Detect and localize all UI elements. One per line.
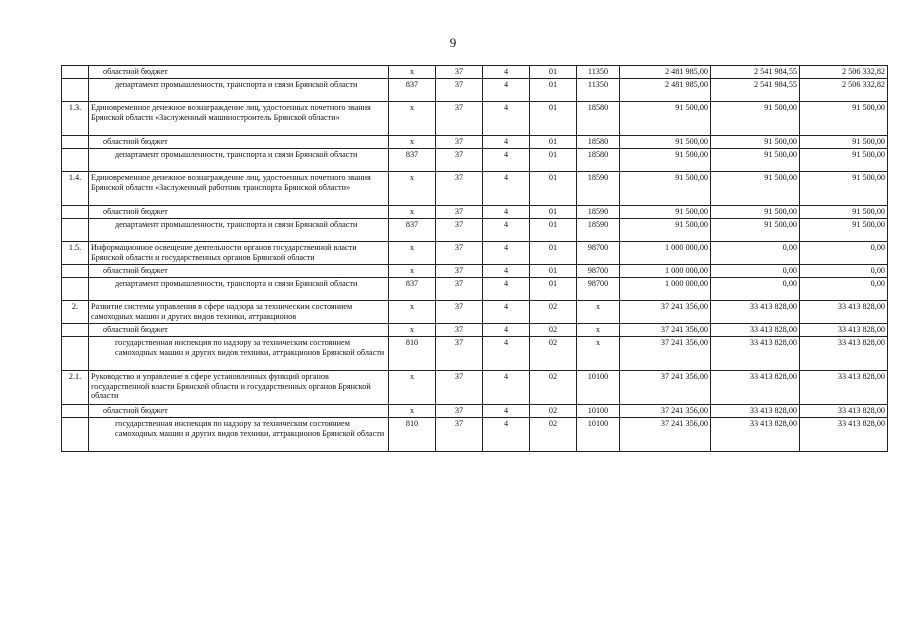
program-code-cell: 37 [436, 301, 483, 324]
value-year-3-cell: 2 506 332,82 [800, 66, 888, 79]
table-row [62, 66, 888, 79]
row-name-cell: государственная инспекция по надзору за техническим состоянием самоходных машин и других видов техники, аттракционов Брянской области [89, 337, 389, 371]
program-code-cell: 37 [436, 405, 483, 418]
gr-code-cell: 837 [389, 79, 436, 102]
main-event-code-cell: 01 [530, 278, 577, 301]
value-year-2-cell: 91 500,00 [711, 102, 800, 136]
row-number-cell [62, 66, 89, 79]
value-year-2-cell: 33 413 828,00 [711, 371, 800, 405]
main-event-code-cell: 02 [530, 418, 577, 452]
row-name-cell: департамент промышленности, транспорта и связи Брянской области [89, 149, 389, 172]
main-event-code-cell: 02 [530, 337, 577, 371]
value-year-1-cell: 91 500,00 [620, 219, 711, 242]
subprogram-code-cell: 4 [483, 172, 530, 206]
value-year-2-cell: 91 500,00 [711, 206, 800, 219]
value-year-3-cell: 0,00 [800, 265, 888, 278]
value-year-1-cell: 37 241 356,00 [620, 337, 711, 371]
program-code-cell: 37 [436, 265, 483, 278]
subprogram-code-cell: 4 [483, 278, 530, 301]
program-code-cell: 37 [436, 418, 483, 452]
subprogram-code-cell: 4 [483, 324, 530, 337]
program-code-cell: 37 [436, 242, 483, 265]
row-name-cell: Единовременное денежное вознаграждение лиц, удостоенных почетного звания Брянской области «Заслуженный машиностроитель Брянской области» [89, 102, 389, 136]
subprogram-code-cell: 4 [483, 405, 530, 418]
gr-code-cell: 810 [389, 337, 436, 371]
value-year-1-cell: 91 500,00 [620, 172, 711, 206]
subprogram-code-cell: 4 [483, 102, 530, 136]
value-year-3-cell: 91 500,00 [800, 219, 888, 242]
table-row [62, 172, 888, 206]
value-year-3-cell: 0,00 [800, 242, 888, 265]
direction-code-cell: 18580 [577, 149, 620, 172]
gr-code-cell: х [389, 206, 436, 219]
main-event-code-cell: 01 [530, 206, 577, 219]
main-event-code-cell: 01 [530, 149, 577, 172]
table-row [62, 149, 888, 172]
value-year-2-cell: 91 500,00 [711, 219, 800, 242]
page-number: 9 [449, 35, 457, 50]
row-number-cell [62, 265, 89, 278]
row-number-cell [62, 324, 89, 337]
gr-code-cell: х [389, 172, 436, 206]
gr-code-cell: 837 [389, 219, 436, 242]
value-year-2-cell: 91 500,00 [711, 149, 800, 172]
value-year-2-cell: 91 500,00 [711, 172, 800, 206]
direction-code-cell: 18580 [577, 102, 620, 136]
value-year-3-cell: 33 413 828,00 [800, 418, 888, 452]
row-number-cell [62, 206, 89, 219]
value-year-3-cell: 33 413 828,00 [800, 324, 888, 337]
main-event-code-cell: 01 [530, 79, 577, 102]
direction-code-cell: 10100 [577, 371, 620, 405]
subprogram-code-cell: 4 [483, 418, 530, 452]
gr-code-cell: х [389, 66, 436, 79]
subprogram-code-cell: 4 [483, 136, 530, 149]
value-year-1-cell: 91 500,00 [620, 136, 711, 149]
value-year-2-cell: 0,00 [711, 278, 800, 301]
main-event-code-cell: 02 [530, 324, 577, 337]
main-event-code-cell: 02 [530, 371, 577, 405]
subprogram-code-cell: 4 [483, 337, 530, 371]
subprogram-code-cell: 4 [483, 79, 530, 102]
direction-code-cell: 18590 [577, 219, 620, 242]
value-year-3-cell: 91 500,00 [800, 172, 888, 206]
program-code-cell: 37 [436, 337, 483, 371]
table-row [62, 418, 888, 452]
gr-code-cell: х [389, 324, 436, 337]
program-code-cell: 37 [436, 324, 483, 337]
gr-code-cell: х [389, 371, 436, 405]
subprogram-code-cell: 4 [483, 371, 530, 405]
subprogram-code-cell: 4 [483, 206, 530, 219]
table-row [62, 102, 888, 136]
table-body [62, 66, 888, 452]
table-row [62, 371, 888, 405]
row-number-cell [62, 219, 89, 242]
direction-code-cell: 10100 [577, 405, 620, 418]
row-number-cell: 1.4. [62, 172, 89, 206]
row-number-cell: 1.3. [62, 102, 89, 136]
direction-code-cell: х [577, 301, 620, 324]
value-year-2-cell: 91 500,00 [711, 136, 800, 149]
row-number-cell: 2.1. [62, 371, 89, 405]
value-year-2-cell: 33 413 828,00 [711, 301, 800, 324]
value-year-2-cell: 33 413 828,00 [711, 337, 800, 371]
direction-code-cell: 18590 [577, 172, 620, 206]
main-event-code-cell: 01 [530, 172, 577, 206]
program-code-cell: 37 [436, 371, 483, 405]
table-row [62, 301, 888, 324]
row-number-cell [62, 405, 89, 418]
main-event-code-cell: 02 [530, 301, 577, 324]
subprogram-code-cell: 4 [483, 149, 530, 172]
value-year-3-cell: 33 413 828,00 [800, 337, 888, 371]
direction-code-cell: 11350 [577, 79, 620, 102]
direction-code-cell: х [577, 324, 620, 337]
value-year-2-cell: 0,00 [711, 242, 800, 265]
row-name-cell: Информационное освещение деятельности органов государственной власти Брянской области и государственных органов Брянской области [89, 242, 389, 265]
value-year-1-cell: 2 481 985,00 [620, 79, 711, 102]
subprogram-code-cell: 4 [483, 265, 530, 278]
row-name-cell: областной бюджет [89, 324, 389, 337]
row-name-cell: областной бюджет [89, 206, 389, 219]
row-name-cell: Руководство и управление в сфере установленных функций органов государственной власти Брянской области и государственных органов Брянской области [89, 371, 389, 405]
value-year-2-cell: 33 413 828,00 [711, 405, 800, 418]
table-row [62, 405, 888, 418]
table-row [62, 278, 888, 301]
gr-code-cell: 837 [389, 278, 436, 301]
row-number-cell [62, 278, 89, 301]
row-number-cell [62, 149, 89, 172]
table-row [62, 242, 888, 265]
value-year-3-cell: 0,00 [800, 278, 888, 301]
value-year-1-cell: 91 500,00 [620, 206, 711, 219]
main-event-code-cell: 02 [530, 405, 577, 418]
value-year-1-cell: 2 481 985,00 [620, 66, 711, 79]
value-year-2-cell: 33 413 828,00 [711, 324, 800, 337]
table-row [62, 206, 888, 219]
table-row [62, 79, 888, 102]
row-name-cell: департамент промышленности, транспорта и связи Брянской области [89, 79, 389, 102]
value-year-3-cell: 91 500,00 [800, 102, 888, 136]
program-code-cell: 37 [436, 278, 483, 301]
subprogram-code-cell: 4 [483, 219, 530, 242]
program-code-cell: 37 [436, 102, 483, 136]
row-number-cell: 2. [62, 301, 89, 324]
direction-code-cell: 98700 [577, 278, 620, 301]
direction-code-cell: 98700 [577, 265, 620, 278]
row-name-cell: областной бюджет [89, 66, 389, 79]
row-name-cell: областной бюджет [89, 136, 389, 149]
program-code-cell: 37 [436, 66, 483, 79]
table-row [62, 219, 888, 242]
gr-code-cell: х [389, 301, 436, 324]
value-year-3-cell: 33 413 828,00 [800, 301, 888, 324]
main-event-code-cell: 01 [530, 242, 577, 265]
main-event-code-cell: 01 [530, 136, 577, 149]
subprogram-code-cell: 4 [483, 66, 530, 79]
gr-code-cell: х [389, 405, 436, 418]
subprogram-code-cell: 4 [483, 301, 530, 324]
direction-code-cell: 18580 [577, 136, 620, 149]
row-number-cell [62, 79, 89, 102]
value-year-3-cell: 91 500,00 [800, 149, 888, 172]
value-year-3-cell: 91 500,00 [800, 136, 888, 149]
row-name-cell: департамент промышленности, транспорта и связи Брянской области [89, 278, 389, 301]
direction-code-cell: 10100 [577, 418, 620, 452]
program-code-cell: 37 [436, 172, 483, 206]
gr-code-cell: 810 [389, 418, 436, 452]
value-year-1-cell: 37 241 356,00 [620, 405, 711, 418]
main-event-code-cell: 01 [530, 102, 577, 136]
row-number-cell: 1.5. [62, 242, 89, 265]
table-row [62, 324, 888, 337]
program-code-cell: 37 [436, 206, 483, 219]
gr-code-cell: 837 [389, 149, 436, 172]
direction-code-cell: 11350 [577, 66, 620, 79]
direction-code-cell: 18590 [577, 206, 620, 219]
gr-code-cell: х [389, 265, 436, 278]
row-name-cell: областной бюджет [89, 265, 389, 278]
value-year-2-cell: 0,00 [711, 265, 800, 278]
subprogram-code-cell: 4 [483, 242, 530, 265]
value-year-1-cell: 37 241 356,00 [620, 418, 711, 452]
value-year-2-cell: 2 541 984,55 [711, 66, 800, 79]
table-row [62, 265, 888, 278]
value-year-2-cell: 2 541 984,55 [711, 79, 800, 102]
value-year-1-cell: 91 500,00 [620, 102, 711, 136]
table-row [62, 136, 888, 149]
value-year-1-cell: 37 241 356,00 [620, 371, 711, 405]
main-event-code-cell: 01 [530, 66, 577, 79]
row-name-cell: государственная инспекция по надзору за техническим состоянием самоходных машин и других видов техники, аттракционов Брянской области [89, 418, 389, 452]
row-name-cell: департамент промышленности, транспорта и связи Брянской области [89, 219, 389, 242]
value-year-1-cell: 1 000 000,00 [620, 265, 711, 278]
row-number-cell [62, 337, 89, 371]
value-year-3-cell: 91 500,00 [800, 206, 888, 219]
value-year-2-cell: 33 413 828,00 [711, 418, 800, 452]
row-number-cell [62, 136, 89, 149]
value-year-1-cell: 37 241 356,00 [620, 324, 711, 337]
row-name-cell: Развитие системы управления в сфере надзора за техническим состоянием самоходных машин и других видов техники, аттракционов [89, 301, 389, 324]
row-name-cell: Единовременное денежное вознаграждение лиц, удостоенных почетного звания Брянской области «Заслуженный работник транспорта Брянской области» [89, 172, 389, 206]
gr-code-cell: х [389, 136, 436, 149]
value-year-1-cell: 91 500,00 [620, 149, 711, 172]
value-year-1-cell: 1 000 000,00 [620, 278, 711, 301]
main-event-code-cell: 01 [530, 219, 577, 242]
table-row [62, 337, 888, 371]
main-event-code-cell: 01 [530, 265, 577, 278]
value-year-3-cell: 33 413 828,00 [800, 371, 888, 405]
direction-code-cell: 98700 [577, 242, 620, 265]
program-code-cell: 37 [436, 219, 483, 242]
direction-code-cell: х [577, 337, 620, 371]
value-year-3-cell: 2 506 332,82 [800, 79, 888, 102]
gr-code-cell: х [389, 102, 436, 136]
program-code-cell: 37 [436, 149, 483, 172]
program-code-cell: 37 [436, 79, 483, 102]
row-number-cell [62, 418, 89, 452]
program-code-cell: 37 [436, 136, 483, 149]
value-year-3-cell: 33 413 828,00 [800, 405, 888, 418]
value-year-1-cell: 1 000 000,00 [620, 242, 711, 265]
row-name-cell: областной бюджет [89, 405, 389, 418]
gr-code-cell: х [389, 242, 436, 265]
value-year-1-cell: 37 241 356,00 [620, 301, 711, 324]
budget-table [61, 65, 888, 452]
